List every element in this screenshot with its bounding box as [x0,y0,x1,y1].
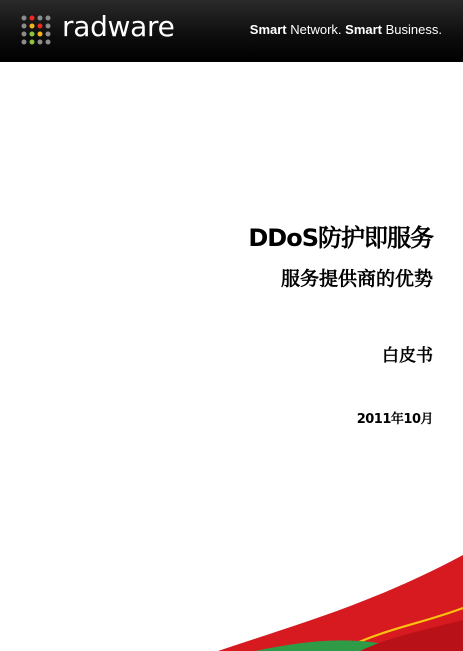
logo-dots-icon [20,13,56,47]
radware-logo [20,10,175,47]
brand-tagline [232,21,442,39]
brand-header [0,0,463,62]
document-type: 白皮书 [382,346,433,366]
green-wave [255,640,412,651]
yellow-curve [340,608,463,651]
tagline-network: Network. [286,22,346,37]
logo-text: radware [62,10,175,43]
tagline-business: Business. [382,22,442,37]
document-title: DDoS防护即服务 [248,224,433,252]
tagline-smart-network: Smart [249,22,287,37]
tagline-smart-business: Smart [345,22,383,37]
document-date: 2011年10月 [356,412,433,427]
red-wave [218,555,463,651]
red-inner-shadow [360,620,463,651]
document-subtitle: 服务提供商的优势 [280,268,433,290]
